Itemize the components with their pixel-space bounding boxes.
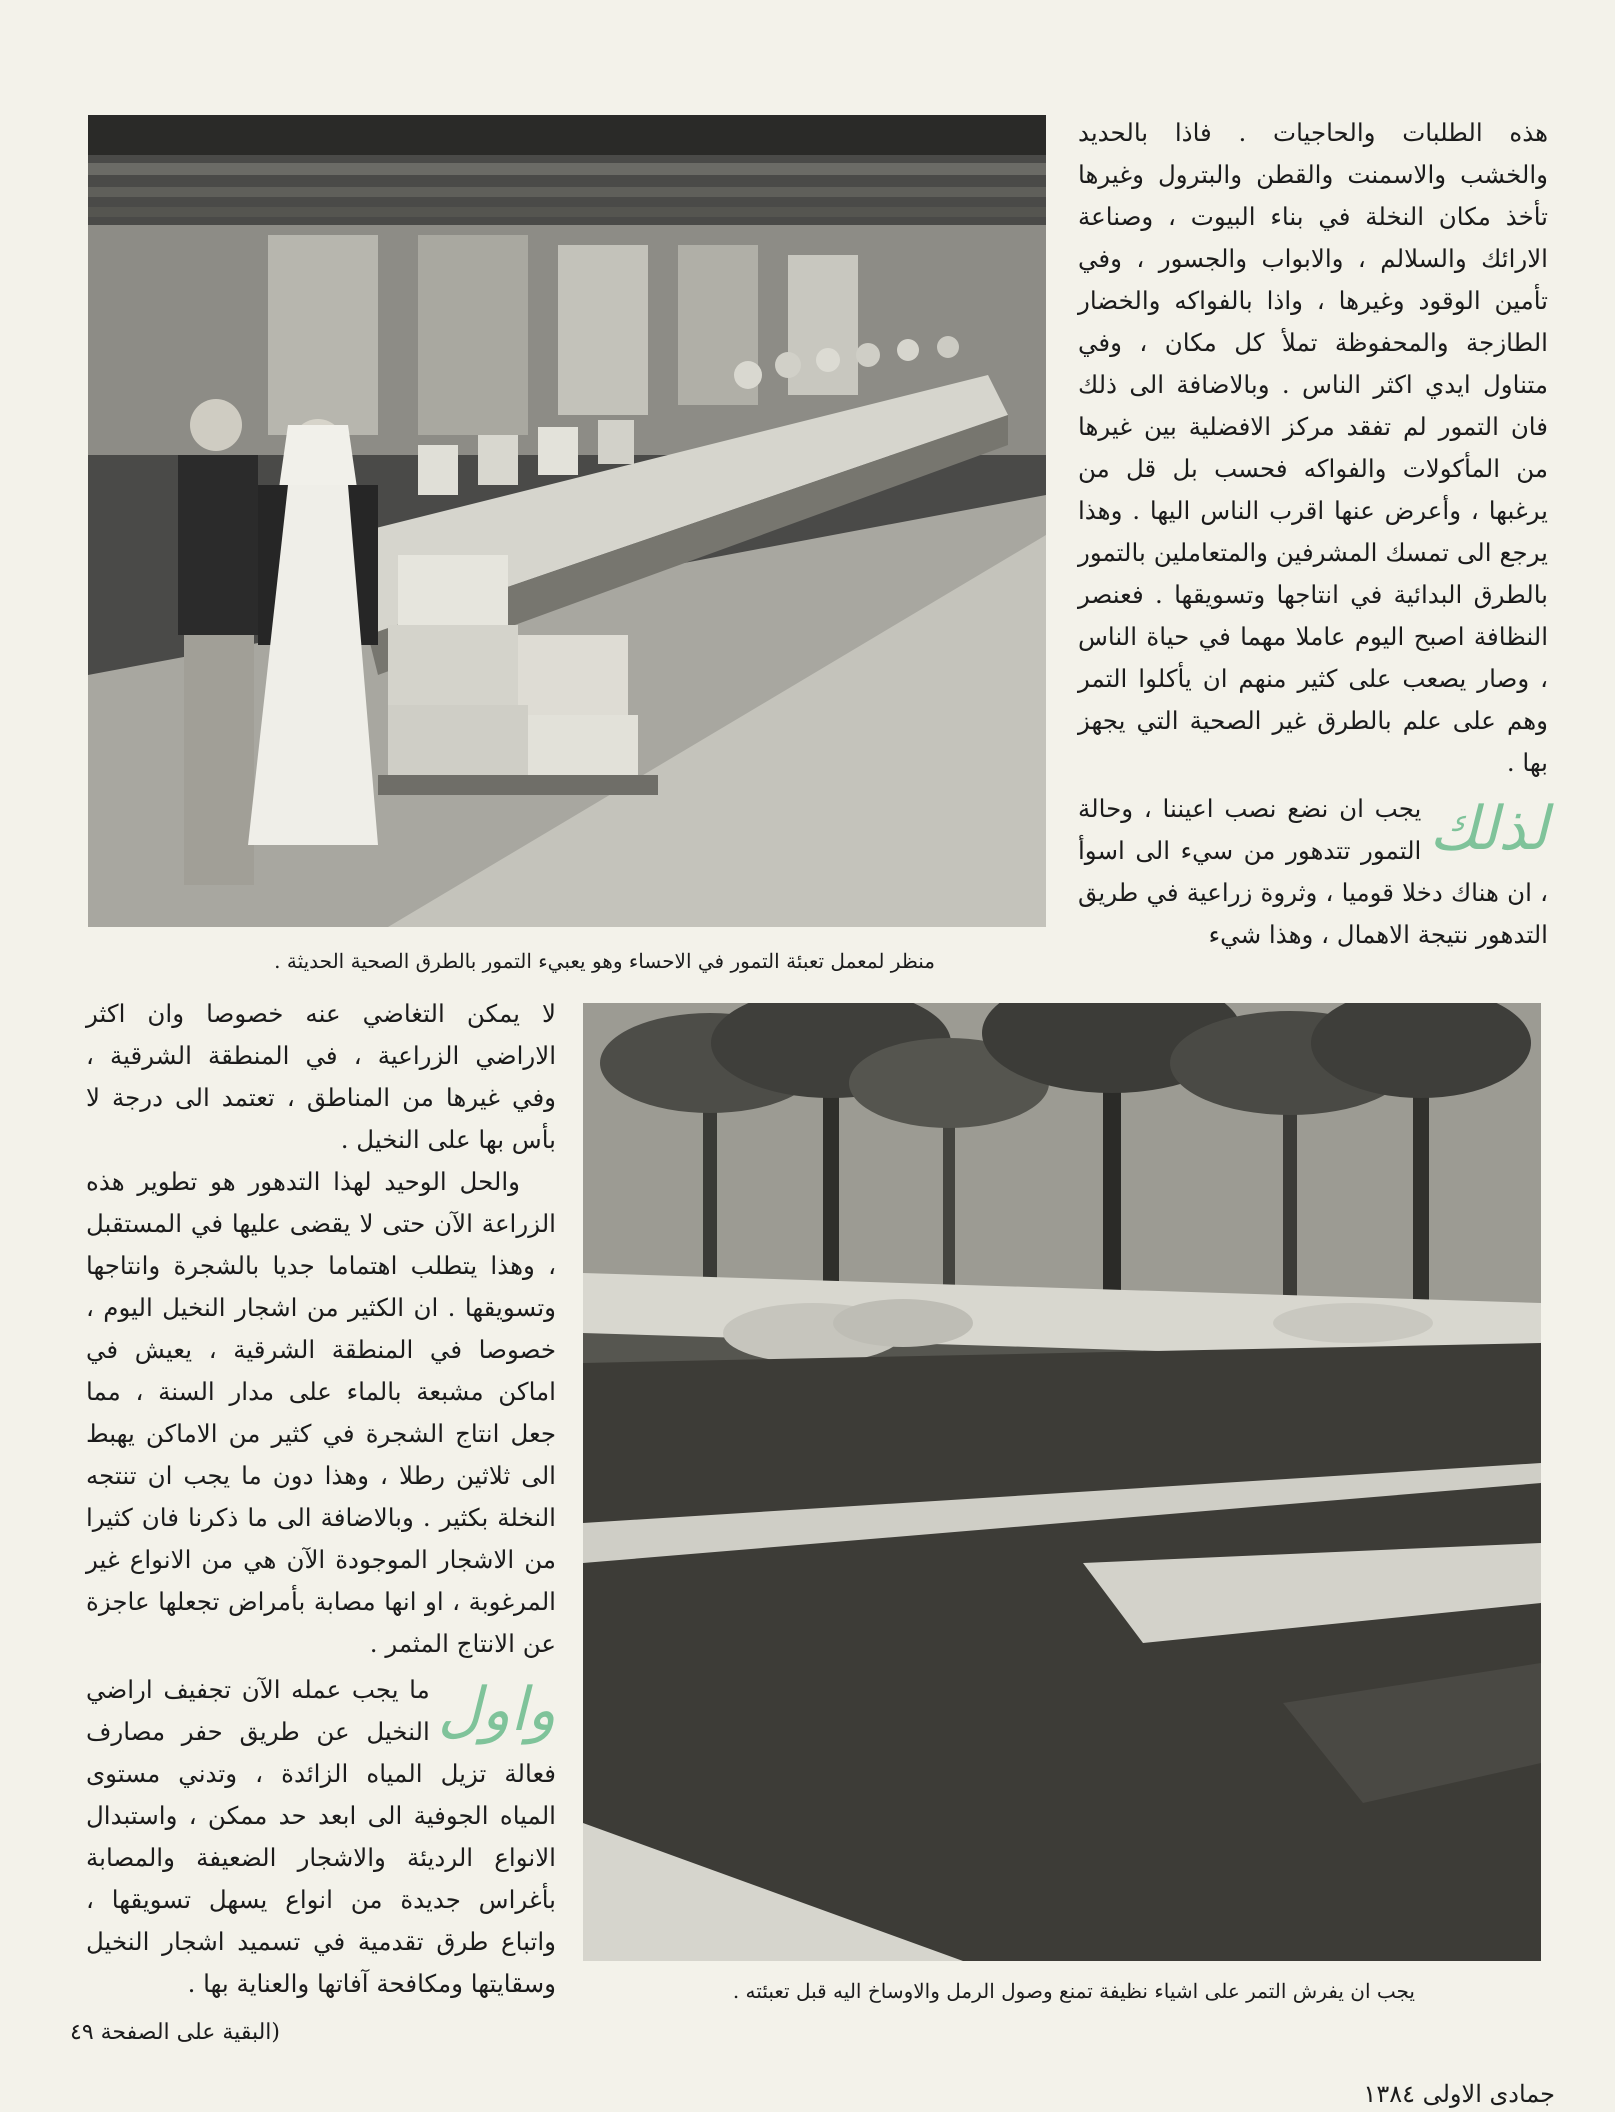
factory-photo <box>88 115 1046 927</box>
dropcap-lidhalik: لذلك <box>1429 794 1548 864</box>
paragraph: لا يمكن التغاضي عنه خصوصا وان اكثر الاراضي الزراعية ، في المنطقة الشرقية ، وفي غيرها من المناطق ، تعتمد الى درجة لا بأس بها على النخيل . <box>86 999 556 1154</box>
article-column-top <box>1078 112 1548 956</box>
paragraph: ما يجب عمله الآن تجفيف اراضي النخيل عن طريق حفر مصارف فعالة تزيل المياه الزائدة ، وتدني مستوى المياه الجوفية الى ابعد حد ممكن ، واستبدال الانواع الرديئة والاشجار الضعيفة والمصابة بأغراس جديدة من انواع يسهل تسويقها ، واتباع طرق تقدمية في تسميد اشجار النخيل وسقايتها ومكافحة آفاتها والعناية بها . <box>86 1675 556 1998</box>
dropcap-wa-awwal: واول <box>437 1675 556 1745</box>
dates-photo-caption: يجب ان يفرش التمر على اشياء نظيفة تمنع وصول الرمل والاوساخ اليه قبل تعبئته . <box>732 1979 1415 2003</box>
continued-note: (البقية على الصفحة ٤٩ <box>70 2020 280 2045</box>
dates-drying-photo <box>583 1003 1541 1961</box>
issue-date: جمادى الاولى ١٣٨٤ <box>1363 2080 1555 2108</box>
paragraph: والحل الوحيد لهذا التدهور هو تطوير هذه الزراعة الآن حتى لا يقضى عليها في المستقبل ، وهذا يتطلب اهتماما جديا بالشجرة وانتاجها وتسويقها . ان الكثير من اشجار النخيل اليوم ، خصوصا في المنطقة الشرقية ، يعيش في اماكن مشبعة بالماء على مدار السنة ، مما جعل انتاج الشجرة في كثير من الاماكن يهبط الى ثلاثين رطلا ، وهذا دون ما يجب ان تنتجه النخلة بكثير . وبالاضافة الى ما ذكرنا فان كثيرا من الاشجار الموجودة الآن هي من الانواع غير المرغوبة ، او انها مصابة بأمراض تجعلها عاجزة عن الانتاج المثمر . <box>86 1167 556 1658</box>
article-column-bottom <box>86 993 556 2005</box>
paragraph: يجب ان نضع نصب اعيننا ، وحالة التمور تتدهور من سيء الى اسوأ ، ان هناك دخلا قوميا ، وثروة زراعية في طريق التدهور نتيجة الاهمال ، وهذا شيء <box>1078 794 1548 949</box>
factory-photo-caption: منظر لمعمل تعبئة التمور في الاحساء وهو يعبيء التمور بالطرق الصحية الحديثة . <box>274 949 935 973</box>
paragraph: هذه الطلبات والحاجيات . فاذا بالحديد والخشب والاسمنت والقطن والبترول وغيرها تأخذ مكان النخلة في بناء البيوت ، وصناعة الارائك والسلالم ، والابواب والجسور ، وفي تأمين الوقود وغيرها ، واذا بالفواكه والخضار الطازجة والمحفوظة تملأ كل مكان ، وفي متناول ايدي اكثر الناس . وبالاضافة الى ذلك فان التمور لم تفقد مركز الافضلية بين غيرها من المأكولات والفواكه فحسب بل قل من يرغبها ، وأعرض عنها اقرب الناس اليها . وهذا يرجع الى تمسك المشرفين والمتعاملين بالتمور بالطرق البدائية في انتاجها وتسويقها . فعنصر النظافة اصبح اليوم عاملا مهما في حياة الناس ، وصار يصعب على كثير منهم ان يأكلوا التمر وهم على علم بالطرق غير الصحية التي يجهز بها . <box>1078 118 1548 777</box>
